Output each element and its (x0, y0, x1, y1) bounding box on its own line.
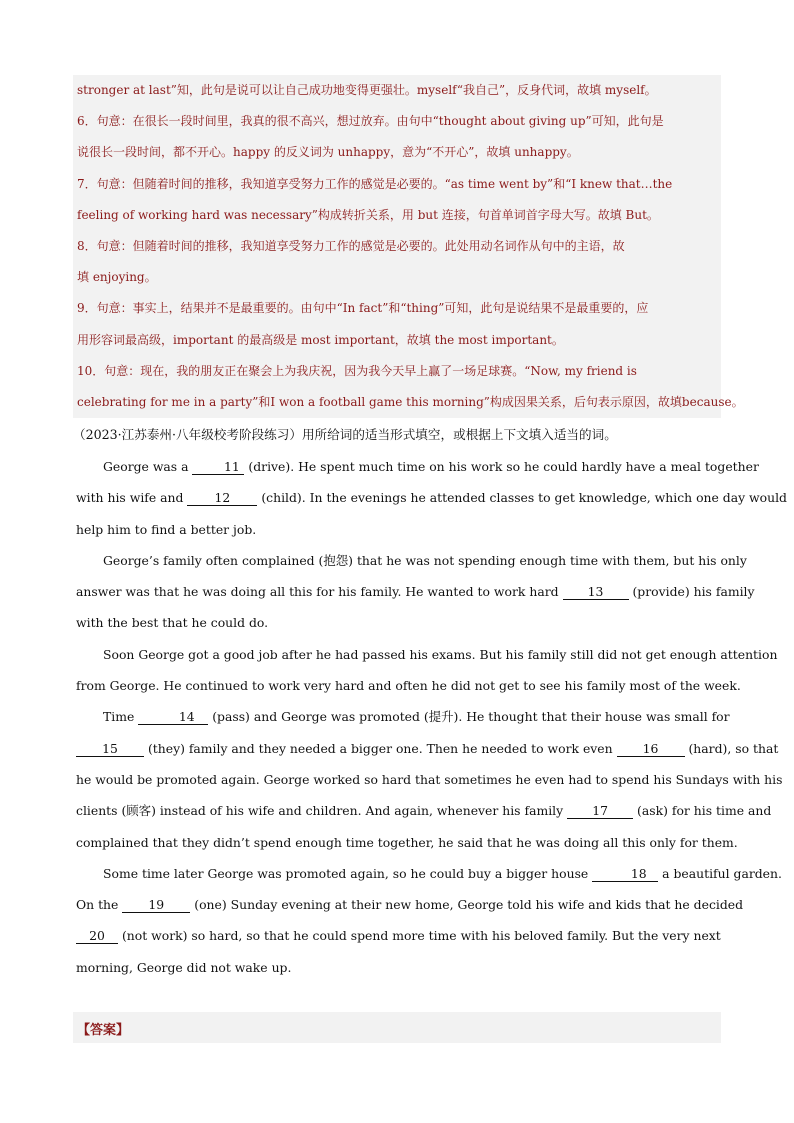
blank-14: 14 (138, 710, 208, 725)
explanation-line: 填 enjoying。 (77, 270, 157, 285)
explanation-line: feeling of working hard was necessary”构成转折关系，用 but 连接，句首单词首字母大写。故填 But。 (77, 207, 659, 222)
passage-line: Soon George got a good job after he had passed his exams. But his family still did not get enough attention (103, 646, 778, 662)
exercise-source: （2023·江苏泰州·八年级校考阶段练习）用所给词的适当形式填空，或根据上下文填入适当的词。 (73, 427, 617, 442)
answer-section (73, 1012, 721, 1043)
passage-line: George’s family often complained (抱怨) that he was not spending enough time with them, but his only (103, 552, 747, 568)
explanation-line: 8．句意：但随着时间的推移，我知道享受努力工作的感觉是必要的。此处用动名词作从句中的主语，故 (77, 239, 625, 254)
explanation-line: celebrating for me in a party”和I won a football game this morning”构成因果关系，后句表示原因，故填because。 (77, 395, 744, 410)
blank-15: 15 (76, 742, 144, 757)
blank-12: 12 (187, 491, 257, 506)
blank-18: 18 (592, 867, 658, 882)
blank-16: 16 (617, 742, 685, 757)
explanation-line: 9．句意：事实上，结果并不是最重要的。由句中“In fact”和“thing”可知，此句是说结果不是最重要的，应 (77, 301, 649, 316)
passage-line: George was a 11 (drive). He spent much time on his work so he could hardly have a meal together (103, 459, 759, 474)
passage-line: morning, George did not wake up. (76, 959, 292, 975)
passage-line: clients (顾客) instead of his wife and children. And again, whenever his family 17 (ask) for his time and (76, 803, 772, 819)
answer-label: 【答案】 (77, 1023, 130, 1038)
blank-13: 13 (563, 585, 629, 600)
explanation-line: 说很长一段时间，都不开心。happy 的反义词为 unhappy，意为“不开心”，故填 unhappy。 (77, 145, 579, 160)
passage-line: with his wife and 12 (child). In the evenings he attended classes to get knowledge, which one day would (76, 490, 787, 506)
explanation-block (73, 75, 744, 418)
passage-line: Time 14 (pass) and George was promoted (提升). He thought that their house was small for (103, 709, 730, 725)
explanation-line: 10．句意：现在，我的朋友正在聚会上为我庆祝，因为我今天早上赢了一场足球赛。“Now, my friend is (77, 363, 637, 378)
passage-line: 15 (they) family and they needed a bigger one. Then he needed to work even 16 (hard), so that (76, 733, 721, 764)
cloze-passage (76, 451, 787, 983)
passage-line: with the best that he could do. (76, 615, 269, 631)
blank-19: 19 (122, 898, 190, 913)
passage-line: answer was that he was doing all this for his family. He wanted to work hard 13 (provide) his family (76, 584, 755, 600)
passage-line: On the 19 (one) Sunday evening at their new home, George told his wife and kids that he decided (76, 897, 744, 913)
explanation-line: 6．句意：在很长一段时间里，我真的很不高兴，想过放弃。由句中“thought about giving up”可知，此句是 (77, 114, 664, 129)
explanation-line: 7．句意：但随着时间的推移，我知道享受努力工作的感觉是必要的。“as time went by”和“I knew that…the (77, 176, 673, 191)
passage-line: Some time later George was promoted again, so he could buy a bigger house 18 a beautiful garden. (103, 865, 782, 881)
passage-line: 20 (not work) so hard, so that he could spend more time with his beloved family. But the very next (76, 920, 721, 951)
blank-17: 17 (567, 804, 633, 819)
blank-20: 20 (76, 929, 118, 944)
passage-line: help him to find a better job. (76, 521, 257, 537)
explanation-line: 用形容词最高级，important 的最高级是 most important，故填 the most important。 (77, 332, 564, 347)
passage-line: from George. He continued to work very hard and often he did not get to see his family most of the week. (76, 678, 741, 694)
blank-11: 11 (192, 460, 244, 475)
passage-line: complained that they didn’t spend enough time together, he said that he was doing all this only for them. (76, 834, 738, 850)
explanation-line: stronger at last”知，此句是说可以让自己成功地变得更强壮。myself“我自己”，反身代词，故填 myself。 (77, 83, 657, 97)
passage-line: he would be promoted again. George worked so hard that sometimes he even had to spend his Sundays with his (76, 771, 783, 787)
